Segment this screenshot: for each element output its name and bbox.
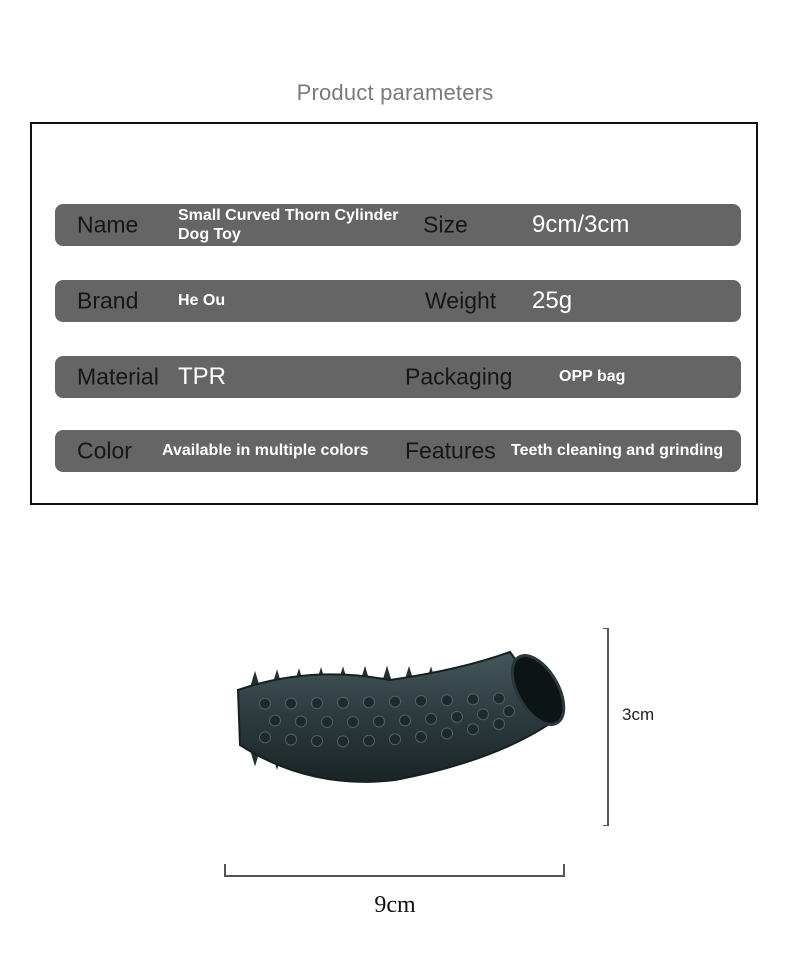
bump [504,706,515,717]
width-dimension-line [224,864,565,877]
bump [260,698,271,709]
color-label: Color [77,437,132,464]
bump [390,696,401,707]
page-title: Product parameters [296,80,494,105]
features-label: Features [405,437,496,464]
bump [494,693,505,704]
bump [442,728,453,739]
bump [260,732,271,743]
product-parameters-table [30,122,758,505]
bump [468,694,479,705]
bump [312,698,323,709]
bump [426,713,437,724]
brand-label: Brand [77,287,139,314]
param-row-name-size [55,204,741,246]
bump [296,716,307,727]
bump [312,735,323,746]
bump [338,736,349,747]
features-value: Teeth cleaning and grinding [511,442,724,459]
bump [270,715,281,726]
brand-value: He Ou [178,292,226,309]
size-label: Size [423,211,468,238]
param-row-material-packaging [55,356,741,398]
material-value: TPR [178,363,226,390]
color-value: Available in multiple colors [162,442,369,459]
bump [286,734,297,745]
param-row-brand-weight [55,280,741,322]
bump [416,731,427,742]
packaging-value: OPP bag [559,368,626,385]
bump [416,695,427,706]
height-dimension-line [603,628,609,826]
bump [364,697,375,708]
weight-value: 25g [532,287,573,314]
bump [478,709,489,720]
bump [442,695,453,706]
packaging-label: Packaging [405,363,513,390]
bump [286,698,297,709]
name-value: Small Curved Thorn Cylinder Dog Toy [178,207,399,243]
bump [374,716,385,727]
width-dimension-label: 9cm [374,892,416,918]
dog-toy-image [220,640,580,820]
bump [338,697,349,708]
bump [494,719,505,730]
bump [400,715,411,726]
bump [322,717,333,728]
material-label: Material [77,363,159,390]
bump [364,735,375,746]
param-row-color-features [55,430,741,472]
bump [390,734,401,745]
bump [468,724,479,735]
size-value: 9cm/3cm [532,211,630,238]
bump [348,717,359,728]
weight-label: Weight [425,287,497,314]
name-label: Name [77,211,139,238]
height-dimension-label: 3cm [622,705,655,724]
bump [452,711,463,722]
